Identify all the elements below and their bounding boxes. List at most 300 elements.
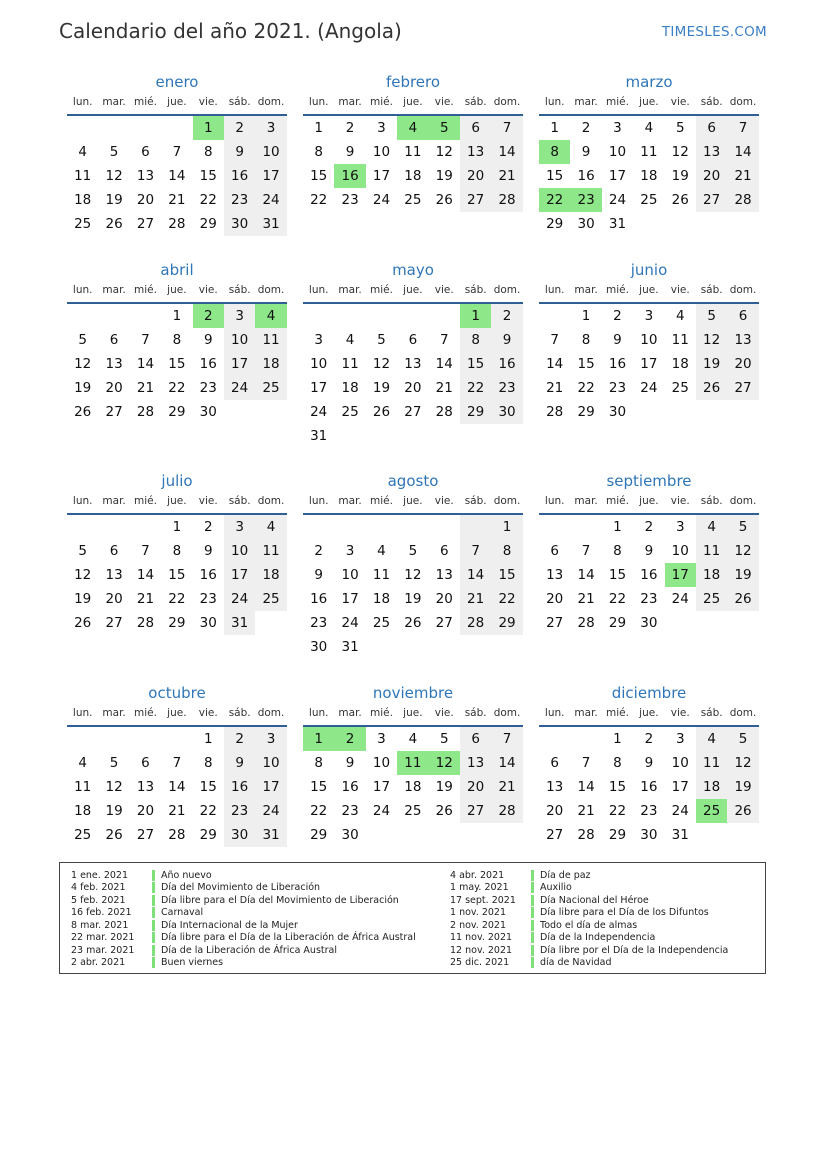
day-cell: 16	[199, 567, 217, 583]
weekday-label: dom.	[729, 96, 757, 108]
day-cell: 7	[491, 116, 522, 140]
empty-day-cell	[539, 304, 570, 328]
day-cell: 2	[203, 519, 213, 535]
day-cell: 5	[727, 727, 758, 751]
legend-row	[60, 957, 416, 970]
legend-marker	[531, 895, 534, 906]
legend-row	[439, 944, 728, 957]
day-cell: 8	[203, 755, 213, 771]
day-cell: 13	[460, 751, 491, 775]
day-cell: 18	[404, 168, 422, 184]
day-cell: 26	[372, 404, 391, 420]
weekday-label: mié.	[370, 495, 393, 507]
weekday-label: lun.	[308, 707, 329, 719]
legend-date: 11 nov. 2021	[450, 932, 513, 944]
day-cell: 7	[141, 332, 150, 348]
legend-column-right	[439, 869, 728, 969]
weekday-label: dom.	[729, 284, 757, 296]
month-name: septiembre	[606, 472, 692, 490]
day-cell: 12	[105, 168, 123, 184]
day-cell: 16	[224, 164, 255, 188]
empty-day-cell	[366, 424, 397, 448]
weekday-label: lun.	[544, 495, 565, 507]
legend-row	[439, 882, 728, 895]
day-cell: 20	[460, 164, 491, 188]
day-cell: 8	[172, 332, 182, 348]
day-cell: 10	[372, 144, 391, 160]
day-cell: 25	[255, 587, 286, 611]
empty-day-cell	[429, 635, 460, 659]
weekday-label: mié.	[134, 495, 157, 507]
weekday-label: lun.	[544, 707, 565, 719]
day-cell: 18	[372, 591, 391, 607]
empty-day-cell	[397, 304, 428, 328]
legend-date: 5 feb. 2021	[71, 894, 126, 906]
legend-holiday-name: Día libre para el Día del Movimiento de Liberación	[161, 894, 399, 906]
day-cell: 22	[460, 376, 491, 400]
day-cell: 23	[310, 615, 328, 631]
day-cell: 23	[640, 591, 658, 607]
day-cell: 6	[550, 755, 559, 771]
weekday-label: jue.	[639, 96, 659, 108]
empty-day-cell	[67, 515, 98, 539]
day-cell: 23	[341, 803, 359, 819]
day-cell: 15	[460, 352, 491, 376]
legend-date: 8 mar. 2021	[71, 919, 129, 931]
weekday-label: jue.	[167, 96, 187, 108]
empty-day-cell	[397, 635, 428, 659]
legend-date: 1 nov. 2021	[450, 907, 506, 919]
empty-day-cell	[727, 212, 758, 236]
day-cell: 15	[199, 779, 217, 795]
day-cell: 16	[199, 356, 217, 372]
month-name: noviembre	[372, 684, 454, 702]
day-cell: 9	[314, 567, 323, 583]
day-cell: 13	[105, 356, 123, 372]
day-cell: 3	[675, 519, 685, 535]
month-name: junio	[630, 261, 668, 279]
legend-holiday-name: Año nuevo	[161, 869, 212, 881]
weekday-label: sáb.	[228, 284, 251, 296]
empty-day-cell	[98, 515, 129, 539]
empty-day-cell	[67, 304, 98, 328]
day-cell: 27	[136, 216, 155, 232]
empty-day-cell	[665, 611, 696, 635]
day-cell: 13	[136, 168, 155, 184]
day-cell: 24	[224, 587, 255, 611]
day-cell: 24	[671, 591, 689, 607]
month-marzo	[539, 72, 759, 236]
empty-day-cell	[491, 823, 522, 847]
month-septiembre	[539, 471, 759, 635]
weekday-label: sáb.	[464, 284, 487, 296]
holiday-day: 1	[460, 304, 491, 328]
day-cell: 1	[581, 308, 591, 324]
day-cell: 7	[141, 543, 150, 559]
day-cell: 16	[640, 779, 658, 795]
day-cell: 14	[491, 140, 522, 164]
day-cell: 1	[314, 120, 323, 136]
holiday-day: 17	[665, 563, 696, 587]
weekday-label: lun.	[72, 96, 93, 108]
day-cell: 25	[341, 404, 359, 420]
weekday-label: jue.	[167, 284, 187, 296]
day-cell: 27	[435, 615, 453, 631]
empty-day-cell	[255, 400, 286, 424]
legend-marker	[531, 907, 534, 918]
day-cell: 31	[671, 827, 689, 843]
day-cell: 8	[613, 543, 622, 559]
day-cell: 25	[255, 376, 286, 400]
empty-day-cell	[130, 727, 161, 751]
weekday-label: vie.	[670, 284, 690, 296]
legend-marker	[152, 957, 155, 968]
day-cell: 14	[577, 779, 595, 795]
day-cell: 8	[491, 539, 522, 563]
day-cell: 28	[460, 611, 491, 635]
weekday-label: mié.	[606, 96, 629, 108]
legend-holiday-name: Día libre para el Día de la Liberación de África Austral	[161, 932, 416, 944]
day-cell: 11	[404, 144, 422, 160]
weekday-label: vie.	[434, 284, 454, 296]
day-cell: 22	[310, 803, 328, 819]
day-cell: 9	[644, 755, 654, 771]
page-title: Calendario del año 2021. (Angola)	[59, 19, 402, 43]
day-cell: 16	[640, 567, 658, 583]
legend-holiday-name: Día de la Independencia	[540, 932, 656, 944]
legend-holiday-name: día de Navidad	[540, 957, 612, 969]
day-cell: 5	[377, 332, 386, 348]
day-cell: 19	[671, 168, 689, 184]
day-cell: 2	[224, 727, 255, 751]
day-cell: 20	[136, 192, 155, 208]
legend-date: 23 mar. 2021	[71, 944, 135, 956]
day-cell: 25	[696, 587, 727, 611]
weekday-label: dom.	[493, 96, 521, 108]
day-cell: 30	[640, 615, 658, 631]
day-cell: 11	[696, 539, 727, 563]
day-cell: 6	[696, 116, 727, 140]
day-cell: 12	[74, 567, 92, 583]
legend-marker	[531, 957, 534, 968]
weekday-label: vie.	[434, 495, 454, 507]
day-cell: 27	[404, 404, 422, 420]
day-cell: 19	[105, 803, 123, 819]
day-cell: 30	[640, 827, 658, 843]
day-cell: 20	[546, 803, 564, 819]
day-cell: 27	[105, 615, 123, 631]
day-cell: 27	[696, 188, 727, 212]
weekday-label: lun.	[72, 495, 93, 507]
day-cell: 2	[491, 304, 522, 328]
day-cell: 15	[546, 168, 564, 184]
day-cell: 14	[727, 140, 758, 164]
day-cell: 3	[255, 727, 286, 751]
day-cell: 20	[460, 775, 491, 799]
day-cell: 21	[491, 164, 522, 188]
day-cell: 25	[74, 216, 92, 232]
day-cell: 12	[372, 356, 391, 372]
legend-date: 2 abr. 2021	[71, 957, 126, 969]
day-cell: 18	[341, 380, 359, 396]
day-cell: 27	[727, 376, 758, 400]
brand-link[interactable]: TIMESLES.COM	[661, 24, 767, 40]
weekday-label: mié.	[134, 284, 157, 296]
day-cell: 4	[675, 308, 685, 324]
holiday-day: 2	[334, 727, 365, 751]
weekday-label: dom.	[729, 707, 757, 719]
empty-day-cell	[539, 727, 570, 751]
weekday-label: sáb.	[464, 707, 487, 719]
day-cell: 12	[105, 779, 123, 795]
day-cell: 17	[640, 356, 658, 372]
legend-holiday-name: Día Nacional del Héroe	[540, 894, 649, 906]
day-cell: 9	[345, 144, 355, 160]
empty-day-cell	[460, 635, 491, 659]
day-cell: 16	[224, 775, 255, 799]
day-cell: 26	[727, 799, 758, 823]
day-cell: 12	[435, 144, 453, 160]
day-cell: 5	[727, 515, 758, 539]
day-grid	[539, 304, 759, 424]
day-cell: 12	[727, 751, 758, 775]
day-cell: 26	[105, 827, 123, 843]
day-cell: 15	[310, 168, 328, 184]
day-cell: 28	[491, 799, 522, 823]
day-cell: 18	[255, 563, 286, 587]
day-cell: 14	[546, 356, 564, 372]
day-cell: 7	[491, 727, 522, 751]
weekday-label: lun.	[72, 284, 93, 296]
day-cell: 7	[439, 332, 449, 348]
weekday-label: mié.	[606, 495, 629, 507]
day-cell: 23	[640, 803, 658, 819]
day-cell: 28	[577, 827, 595, 843]
day-cell: 6	[109, 543, 119, 559]
weekday-label: vie.	[198, 495, 218, 507]
day-cell: 6	[408, 332, 418, 348]
day-cell: 13	[727, 328, 758, 352]
day-cell: 10	[608, 144, 627, 160]
day-cell: 26	[74, 404, 92, 420]
day-cell: 17	[372, 779, 391, 795]
month-name: octubre	[148, 684, 206, 702]
empty-day-cell	[366, 304, 397, 328]
day-cell: 20	[546, 591, 564, 607]
holiday-day: 25	[696, 799, 727, 823]
day-cell: 28	[435, 404, 453, 420]
day-cell: 18	[640, 168, 658, 184]
legend-date: 1 ene. 2021	[71, 869, 128, 881]
day-cell: 18	[696, 775, 727, 799]
day-cell: 27	[546, 615, 564, 631]
day-cell: 10	[224, 328, 255, 352]
day-cell: 18	[74, 803, 92, 819]
day-cell: 24	[372, 803, 391, 819]
day-cell: 6	[460, 116, 491, 140]
day-cell: 5	[78, 332, 87, 348]
day-cell: 7	[581, 755, 591, 771]
weekday-label: lun.	[72, 707, 93, 719]
day-cell: 11	[255, 328, 286, 352]
weekday-label: vie.	[198, 284, 218, 296]
day-cell: 2	[644, 731, 654, 747]
day-cell: 20	[105, 380, 123, 396]
weekday-label: sáb.	[228, 495, 251, 507]
weekday-label: mar.	[574, 707, 598, 719]
weekday-label: mar.	[102, 707, 126, 719]
weekday-label: jue.	[639, 707, 659, 719]
day-cell: 19	[727, 563, 758, 587]
legend-marker	[152, 870, 155, 881]
legend-row	[60, 932, 416, 945]
weekday-label: mar.	[574, 284, 598, 296]
day-cell: 3	[255, 116, 286, 140]
day-cell: 19	[435, 168, 453, 184]
weekday-label: vie.	[198, 96, 218, 108]
month-name: agosto	[387, 472, 439, 490]
day-grid	[539, 116, 759, 236]
day-cell: 10	[341, 567, 359, 583]
day-cell: 25	[404, 192, 422, 208]
day-cell: 17	[224, 352, 255, 376]
month-febrero	[303, 72, 523, 212]
weekday-label: mar.	[102, 495, 126, 507]
day-cell: 14	[577, 567, 595, 583]
weekday-label: sáb.	[228, 707, 251, 719]
weekday-label: dom.	[493, 284, 521, 296]
day-cell: 21	[460, 587, 491, 611]
weekday-label: mar.	[102, 284, 126, 296]
day-cell: 31	[224, 611, 255, 635]
day-cell: 24	[224, 376, 255, 400]
day-cell: 18	[404, 779, 422, 795]
day-cell: 1	[491, 515, 522, 539]
day-cell: 22	[168, 380, 186, 396]
day-cell: 30	[224, 212, 255, 236]
day-cell: 29	[168, 615, 186, 631]
day-cell: 16	[310, 591, 328, 607]
day-cell: 10	[640, 332, 658, 348]
day-cell: 31	[341, 639, 359, 655]
day-cell: 13	[435, 567, 453, 583]
legend-holiday-name: Día libre para el Día de los Difuntos	[540, 907, 709, 919]
holiday-day: 16	[334, 164, 365, 188]
day-cell: 16	[577, 168, 595, 184]
day-cell: 18	[671, 356, 689, 372]
day-cell: 1	[613, 731, 622, 747]
day-cell: 22	[608, 803, 627, 819]
legend-holiday-name: Día de la Liberación de África Austral	[161, 944, 337, 956]
day-cell: 19	[696, 352, 727, 376]
day-cell: 11	[696, 751, 727, 775]
empty-day-cell	[429, 424, 460, 448]
holiday-day: 1	[303, 727, 334, 751]
day-cell: 9	[224, 751, 255, 775]
day-cell: 5	[408, 543, 418, 559]
weekday-label: mié.	[370, 96, 393, 108]
day-cell: 14	[136, 356, 155, 372]
day-cell: 12	[696, 328, 727, 352]
holiday-day: 2	[193, 304, 224, 328]
day-cell: 18	[74, 192, 92, 208]
day-cell: 1	[550, 120, 559, 136]
day-cell: 10	[671, 543, 689, 559]
day-cell: 4	[78, 144, 87, 160]
day-cell: 23	[224, 799, 255, 823]
empty-day-cell	[429, 823, 460, 847]
holiday-day: 8	[539, 140, 570, 164]
day-cell: 14	[168, 168, 186, 184]
day-cell: 28	[577, 615, 595, 631]
day-cell: 16	[491, 352, 522, 376]
legend-row	[60, 919, 416, 932]
day-cell: 7	[172, 755, 182, 771]
day-cell: 7	[550, 332, 559, 348]
empty-day-cell	[429, 515, 460, 539]
day-cell: 13	[546, 567, 564, 583]
day-cell: 19	[372, 380, 391, 396]
day-cell: 2	[224, 116, 255, 140]
empty-day-cell	[539, 515, 570, 539]
empty-day-cell	[727, 400, 758, 424]
legend-holiday-name: Buen viernes	[161, 957, 224, 969]
weekday-label: mar.	[338, 495, 362, 507]
empty-day-cell	[727, 823, 758, 847]
day-cell: 27	[460, 799, 491, 823]
day-cell: 25	[640, 192, 658, 208]
day-cell: 14	[136, 567, 155, 583]
day-cell: 28	[727, 188, 758, 212]
holiday-day: 5	[429, 116, 460, 140]
day-cell: 7	[727, 116, 758, 140]
day-cell: 14	[168, 779, 186, 795]
day-cell: 14	[435, 356, 453, 372]
empty-day-cell	[161, 116, 192, 140]
day-cell: 26	[404, 615, 422, 631]
day-cell: 23	[341, 192, 359, 208]
empty-day-cell	[696, 611, 727, 635]
empty-day-cell	[696, 212, 727, 236]
legend-date: 4 feb. 2021	[71, 882, 126, 894]
day-cell: 23	[491, 376, 522, 400]
day-cell: 18	[255, 352, 286, 376]
day-cell: 3	[345, 543, 355, 559]
day-cell: 4	[255, 515, 286, 539]
day-cell: 4	[377, 543, 386, 559]
month-name: febrero	[385, 73, 441, 91]
day-cell: 25	[74, 827, 92, 843]
legend-holiday-name: Día del Movimiento de Liberación	[161, 882, 321, 894]
empty-day-cell	[98, 727, 129, 751]
day-cell: 30	[577, 216, 595, 232]
legend-date: 1 may. 2021	[450, 882, 509, 894]
day-cell: 20	[696, 164, 727, 188]
legend-marker	[152, 882, 155, 893]
day-cell: 23	[199, 591, 217, 607]
weekday-label: jue.	[167, 707, 187, 719]
day-cell: 26	[671, 192, 689, 208]
day-cell: 2	[613, 308, 622, 324]
weekday-header	[539, 703, 759, 723]
day-grid	[67, 304, 287, 424]
empty-day-cell	[665, 400, 696, 424]
day-cell: 4	[345, 332, 355, 348]
day-cell: 11	[341, 356, 359, 372]
month-name: mayo	[392, 261, 434, 279]
empty-day-cell	[460, 515, 491, 539]
weekday-label: lun.	[308, 495, 329, 507]
